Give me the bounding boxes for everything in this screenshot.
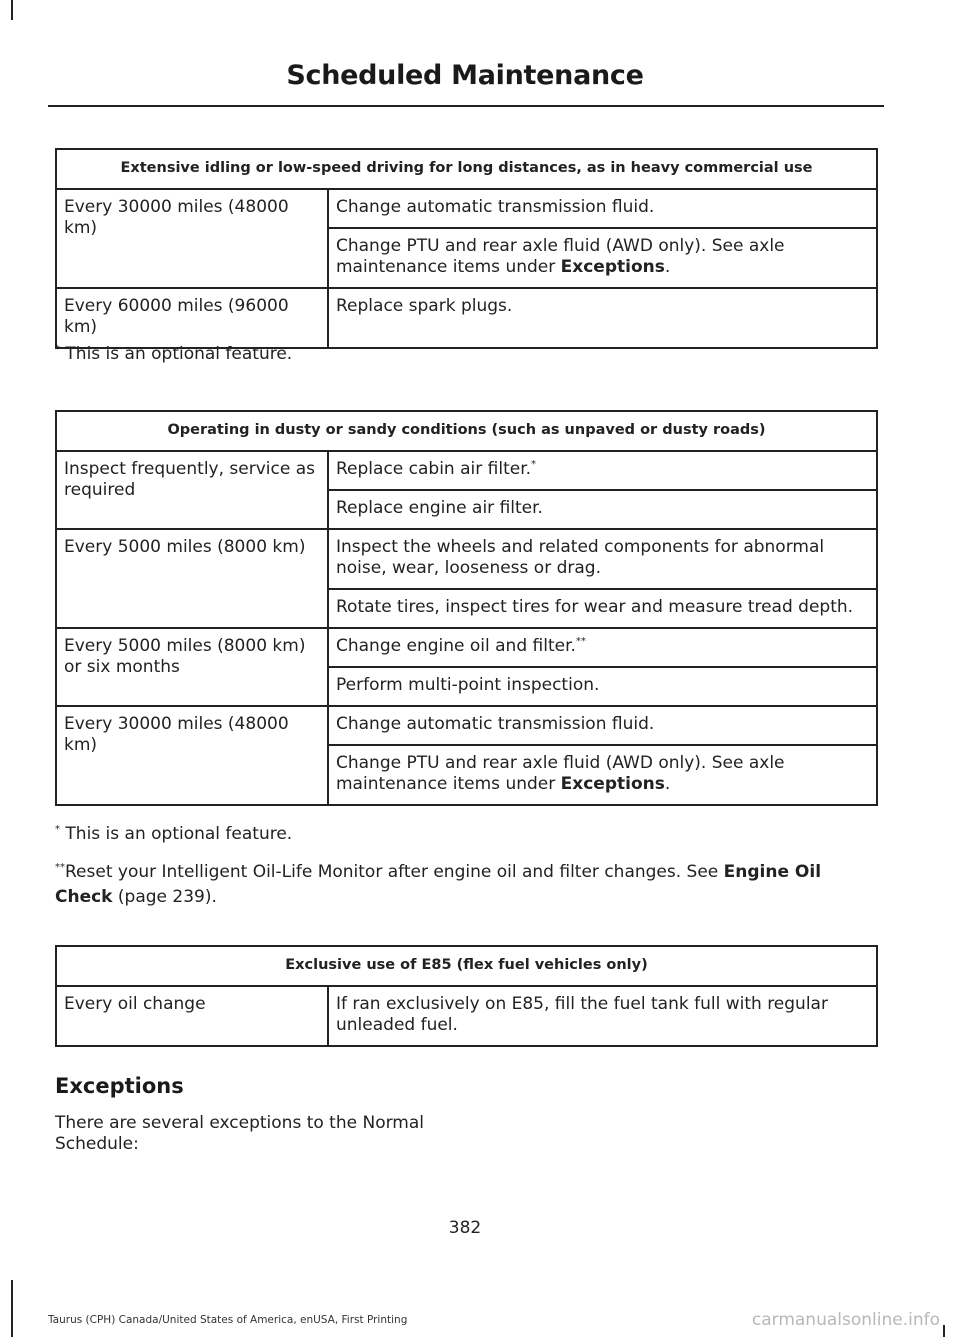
interval-cell: Every 30000 miles (48000 km): [56, 706, 328, 805]
task-cell: If ran exclusively on E85, fill the fuel tank full with regular unleaded fuel.: [328, 986, 877, 1046]
table-heavy-use: [55, 148, 878, 349]
interval-cell: Every 30000 miles (48000 km): [56, 189, 328, 288]
header-rule: [48, 105, 884, 107]
task-cell: Perform multi-point inspection.: [328, 667, 877, 706]
interval-cell: Every oil change: [56, 986, 328, 1046]
exceptions-ref: Exceptions: [560, 774, 665, 794]
exceptions-heading: Exceptions: [55, 1074, 184, 1098]
task-cell: Change automatic transmission fluid.: [328, 189, 877, 228]
footnote-optional: * This is an optional feature.: [55, 824, 293, 844]
interval-cell: Every 60000 miles (96000 km): [56, 288, 328, 348]
task-cell: Change PTU and rear axle fluid (AWD only). See axle maintenance items under Exceptions.: [328, 228, 877, 288]
footer-text: Taurus (CPH) Canada/United States of America, enUSA, First Printing: [48, 1314, 408, 1326]
interval-cell: Every 5000 miles (8000 km): [56, 529, 328, 628]
crop-mark-bottom-left: [11, 1280, 13, 1337]
table-e85: [55, 945, 878, 1047]
task-cell: Replace engine air filter.: [328, 490, 877, 529]
watermark: carmanualsonline.info: [751, 1310, 940, 1330]
task-cell: Change PTU and rear axle fluid (AWD only). See axle maintenance items under Exceptions.: [328, 745, 877, 805]
task-cell: Change automatic transmission fluid.: [328, 706, 877, 745]
table-title: Extensive idling or low-speed driving for long distances, as in heavy commercial use: [56, 149, 877, 189]
interval-cell: Inspect frequently, service as required: [56, 451, 328, 529]
crop-mark-top-left: [11, 0, 13, 20]
table-dusty-conditions: [55, 410, 878, 806]
interval-cell: Every 5000 miles (8000 km) or six months: [56, 628, 328, 706]
exceptions-paragraph: There are several exceptions to the Normal Schedule:: [55, 1113, 424, 1154]
task-cell: Rotate tires, inspect tires for wear and measure tread depth.: [328, 589, 877, 628]
task-cell: Replace spark plugs.: [328, 288, 877, 348]
engine-oil-check-link[interactable]: Engine Oil Check: [55, 862, 822, 907]
task-cell: Replace cabin air filter.*: [328, 451, 877, 490]
page-number: 382: [448, 1218, 482, 1238]
footnote-oil-life: **Reset your Intelligent Oil-Life Monitor after engine oil and filter changes. See Engine Oil Check (page 239).: [55, 862, 822, 907]
table-title: Operating in dusty or sandy conditions (such as unpaved or dusty roads): [56, 411, 877, 451]
task-cell: Change engine oil and filter.**: [328, 628, 877, 667]
page-title: Scheduled Maintenance: [286, 60, 644, 91]
table-title: Exclusive use of E85 (flex fuel vehicles only): [56, 946, 877, 986]
footnote-optional: * This is an optional feature.: [55, 344, 293, 364]
task-cell: Inspect the wheels and related components for abnormal noise, wear, looseness or drag.: [328, 529, 877, 589]
exceptions-ref: Exceptions: [560, 257, 665, 277]
crop-mark-bottom-right: [943, 1325, 945, 1337]
